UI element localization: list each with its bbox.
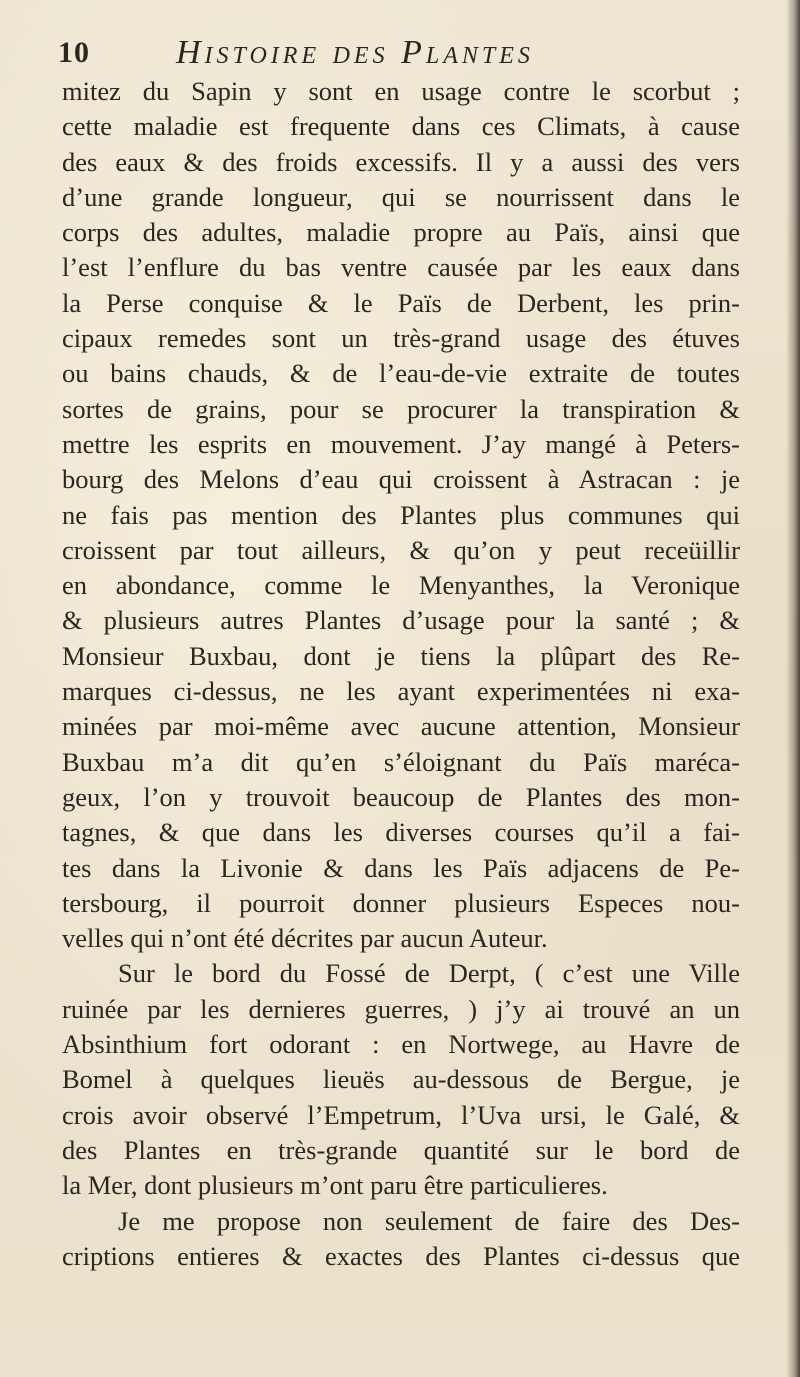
text-line: des eaux & des froids excessifs. Il y a aussi des vers <box>62 146 740 177</box>
text-line: geux, l’on y trouvoit beaucoup de Plantes des mon- <box>62 781 740 812</box>
text-line: ne fais pas mention des Plantes plus communes qui <box>62 499 740 530</box>
text-line: Absinthium fort odorant : en Nortwege, au Havre de <box>62 1029 740 1060</box>
page-number: 10 <box>58 36 90 69</box>
text-line: des Plantes en très-grande quantité sur le bord de <box>62 1134 740 1165</box>
body-text <box>62 74 740 1274</box>
text-line: bourg des Melons d’eau qui croissent à Astracan : je <box>62 464 740 495</box>
text-line: crois avoir observé l’Empetrum, l’Uva ursi, le Galé, & <box>62 1099 740 1130</box>
text-line: velles qui n’ont été décrites par aucun Auteur. <box>62 923 548 954</box>
text-line: cette maladie est frequente dans ces Climats, à cause <box>62 111 740 142</box>
page-header <box>58 28 748 72</box>
text-line: Je me propose non seulement de faire des Des- <box>118 1205 740 1236</box>
text-line: cipaux remedes sont un très-grand usage des étuves <box>62 323 740 354</box>
text-line: mitez du Sapin y sont en usage contre le scorbut ; <box>62 76 740 106</box>
text-line: corps des adultes, maladie propre au Païs, ainsi que <box>62 217 740 248</box>
text-line: la Mer, dont plusieurs m’ont paru être particulieres. <box>62 1170 608 1201</box>
text-line: Buxbau m’a dit qu’en s’éloignant du Païs maréca- <box>62 746 740 777</box>
text-line: Monsieur Buxbau, dont je tiens la plûpart des Re- <box>62 640 740 671</box>
text-line: & plusieurs autres Plantes d’usage pour la santé ; & <box>62 605 740 636</box>
text-line: Sur le bord du Fossé de Derpt, ( c’est une Ville <box>118 958 740 989</box>
text-line: mettre les esprits en mouvement. J’ay mangé à Peters- <box>62 428 740 459</box>
text-line: minées par moi-même avec aucune attention, Monsieur <box>62 711 740 742</box>
running-title: Histoire des Plantes <box>176 34 534 71</box>
text-line: sortes de grains, pour se procurer la transpiration & <box>62 393 740 424</box>
text-line: en abondance, comme le Menyanthes, la Veronique <box>62 570 740 601</box>
text-line: criptions entieres & exactes des Plantes ci-dessus que <box>62 1240 740 1271</box>
text-line: ruinée par les dernieres guerres, ) j’y ai trouvé an un <box>62 993 740 1024</box>
text-line: l’est l’enflure du bas ventre causée par les eaux dans <box>62 252 740 283</box>
text-line: d’une grande longueur, qui se nourrissent dans le <box>62 181 740 212</box>
page-edge-shadow <box>786 0 800 1377</box>
text-line: la Perse conquise & le Païs de Derbent, les prin- <box>62 287 740 318</box>
text-line: tersbourg, il pourroit donner plusieurs Especes nou- <box>62 887 740 918</box>
text-line: tagnes, & que dans les diverses courses qu’il a fai- <box>62 817 740 848</box>
text-line: Bomel à quelques lieuës au-dessous de Bergue, je <box>62 1064 740 1095</box>
text-line: tes dans la Livonie & dans les Païs adjacens de Pe- <box>62 852 740 883</box>
text-line: ou bains chauds, & de l’eau-de-vie extraite de toutes <box>62 358 740 389</box>
text-line: croissent par tout ailleurs, & qu’on y peut receüillir <box>62 534 740 565</box>
text-line: marques ci-dessus, ne les ayant experimentées ni exa- <box>62 676 740 707</box>
